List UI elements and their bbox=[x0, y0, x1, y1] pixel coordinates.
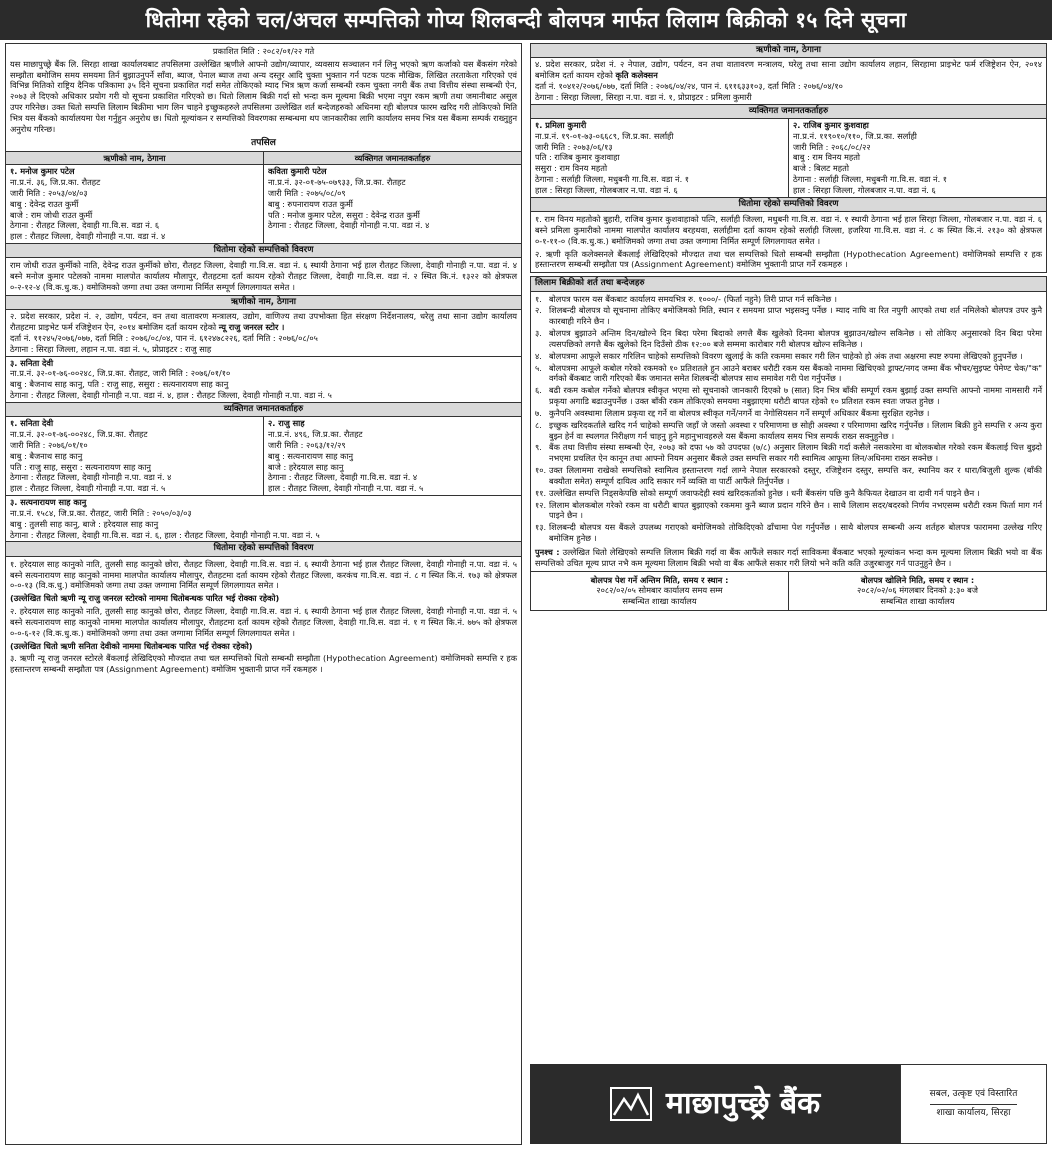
condition-text: बढी रकम कबोल गर्नेको बोलपत्र स्वीकृत भएमा सो सूचनाको जानकारी दिएको ७ (सात) दिन भित्र बाँकी सम्पूर्ण रकम बुझाई उक्त सम्पत्ति आफ्नो नाममा नामसारी गर्ने प्रकृया अगाडि बढाउनुपर्नेछ । उक्त बाँकी रकम तोकिएको समयमा नबुझाएमा धरौटी बापत रहेको १० प्रतिशत रकम स्वतः जफत हुनेछ । bbox=[549, 385, 1042, 407]
detail-line: ना.प्र.नं. ३२-०१-७६-००२४८, जि.प्र.का. रौतहट bbox=[10, 429, 148, 440]
right-top-box bbox=[530, 43, 1047, 273]
condition-item bbox=[535, 500, 1042, 522]
property-header: धितोमा रहेको सम्पत्तिको विवरण bbox=[6, 542, 521, 556]
detail-line: बाबु : रुपनारायण राउत कुर्मी bbox=[268, 198, 353, 209]
condition-number: ६. bbox=[535, 385, 542, 396]
detail-line: बाबु : बैजनाथ साह कानु bbox=[10, 450, 83, 461]
opening-datetime: २०८२/०२/०६ मंगलबार दिनको ३:३० बजे bbox=[857, 585, 978, 596]
detail-line: १. मनोज कुमार पटेल bbox=[10, 166, 75, 177]
borrower-1-details bbox=[6, 165, 263, 243]
guarantor-header: व्यक्तिगत जमानतकर्ताहरु bbox=[263, 152, 521, 165]
notice-banner-title: धितोमा रहेको चल/अचल सम्पत्तिको गोप्य शिलबन्दी बोलपत्र मार्फत लिलाम बिक्रीको १५ दिने सूचना bbox=[0, 0, 1052, 40]
firm-text: ४. प्रदेश सरकार, प्रदेश नं. २ नेपाल, उद्योग, पर्यटन, वन तथा वातावरण मन्त्रालय, घरेलु तथा साना उद्योग कार्यालय लहान, सिरहामा प्राइभेट फर्म रजिष्ट्रेशन ऐन, २०१४ बमोजिम दर्ता कायम रहेको bbox=[535, 59, 1042, 81]
guarantor-header: व्यक्तिगत जमानतकर्ताहरु bbox=[531, 105, 1046, 119]
condition-item bbox=[535, 328, 1042, 350]
firm-registration: दर्ता नं. ११२४५/२०७६/०७७, दर्ता मिति : २०७६/०८/०४, पान नं. ६१२४७८२२६, दर्ता मिति : २०७६/०८/०५ bbox=[10, 332, 318, 343]
condition-item bbox=[535, 351, 1042, 362]
bid-dates bbox=[531, 571, 1046, 610]
tapasil-heading: तपसिल bbox=[251, 137, 276, 148]
detail-line: ठेगाना : रौतहट जिल्ला, देवाही गोनाही न.पा. वडा नं. ४, हाल : रौतहट जिल्ला, देवाही गोनाही न.पा. वडा नं. ५ bbox=[10, 390, 332, 401]
property-2-1-text: १. हरेदयाल साह कानुको नाति, तुलसी साह कानुको छोरा, रौतहट जिल्ला, देवाही गा.वि.स. वडा नं. ६ स्थायी ठेगाना भई हाल रौतहट जिल्ला, देवाही गोनाही न.पा. वडा नं. ५ बस्ने सत्यनारायण साह कानुको नाममा मालपोत कार्यालय मौलापुर, रौतहटमा दर्ता कायम रहेको रौतहट जिल्ला, करकंच गा.वि.स. वडा नं. ८ ग स्थित कि.नं. १७३ को क्षेत्रफल ०-०-१३ (वि.क.धु.) वमोजिमको जग्गा तथा उक्त जग्गामा निर्मित सम्पूर्ण लिगलगायत समेत । bbox=[10, 558, 517, 591]
firm-address: ठेगाना : सिरहा जिल्ला, लहान न.पा. वडा नं. ५, प्रोप्राइटर : राजु साह bbox=[10, 343, 212, 354]
detail-line: हाल : रौतहट जिल्ला, देवाही गोनाही न.पा. वडा नं. ५ bbox=[10, 483, 166, 494]
detail-line: बाजे : हरेदयाल साह कानु bbox=[268, 461, 344, 472]
condition-item bbox=[535, 305, 1042, 327]
detail-line: जारी मिति : २०६८/०८/२२ bbox=[793, 141, 871, 152]
borrower-3-details bbox=[6, 357, 521, 403]
firm-4-details bbox=[531, 58, 1046, 104]
condition-item bbox=[535, 522, 1042, 544]
guarantor-1-details bbox=[263, 165, 521, 243]
condition-item bbox=[535, 442, 1042, 464]
detail-line: कविता कुमारी पटेल bbox=[268, 166, 327, 177]
bank-tagline: सबल, उत्कृष्ट एवं विस्तारित bbox=[930, 1089, 1018, 1105]
detail-line: हाल : सिरहा जिल्ला, गोलबजार न.पा. वडा नं. ६ bbox=[793, 184, 936, 195]
condition-number: १२. bbox=[535, 499, 547, 510]
firm-registration: दर्ता नं. १०४१२/२०७६/०७७, दर्ता मिति : २०७६/०४/२४, पान नं. ६११६३३१०३, दर्ता मिति : २०७६/०४/१० bbox=[535, 81, 843, 91]
detail-line: जारी मिति : २०७६/०१/१० bbox=[10, 439, 88, 450]
bid-submission-deadline bbox=[531, 572, 788, 610]
detail-line: ना.प्र.नं. ११९०१०/११०, जि.प्र.का. सर्लाही bbox=[793, 130, 917, 141]
borrower-header: ऋणीको नाम, ठेगाना bbox=[6, 296, 521, 310]
detail-line: पति : मनोज कुमार पटेल, ससुरा : देवेन्द्र राउत कुर्मी bbox=[268, 209, 420, 220]
detail-line: २. राजिब कुमार कुशवाहा bbox=[793, 120, 869, 130]
detail-line: जारी मिति : २०५३/०४/०३ bbox=[10, 187, 88, 198]
condition-text: इच्छुक खरिदकर्ताले खरिद गर्न चाहेको सम्पत्ति जहाँ जे जस्तो अवस्था र परिमाणमा छ सोही अवस्था र परिमाणमा खरिद गर्नुपर्नेछ । लिलाम बिक्री हुने सम्पत्ति र अन्य कुरा बुझ्न हेर्न वा स्थलगत निरीक्षण गर्न चाहनु हुने महानुभावहरुले यस बैंकमा कार्यालय समय भित्र सम्पर्क राख्न सक्नुहुनेछ । bbox=[549, 419, 1042, 441]
firm-text: २. प्रदेश सरकार, प्रदेश नं. २, उद्योग, पर्यटन, वन तथा वातावरण मन्त्रालय, उद्योग, वाणिज्य तथा उपभोक्ता हित संरक्षण निर्देशनालय, धरेलु तथा साना उद्योग कार्यालय रौतहटमा प्राइभेट फर्म रजिष्ट्रेशन ऐन, २०१४ बमोजिम दर्ता कायम रहेको bbox=[10, 311, 517, 333]
condition-number: ७. bbox=[535, 407, 542, 418]
detail-line: पति : राजु साह, ससुरा : सत्यनारायण साह कानु bbox=[10, 461, 151, 472]
block1-parties bbox=[6, 165, 521, 244]
property-2-3-text: ३. ऋणी न्यू राजु जनरल स्टोरले बैंकलाई लेखिदिएको मौज्दात तथा चल सम्पत्तिको धितो सम्बन्धी सम्झौता (Hypothecation Agreement) वमोजिमको सम्पत्ति र हक हस्तान्तरण सम्बन्धी सम्झौता पत्र (Assignment Agreement) वमोजिम भुक्तानी प्राप्त गर्ने रकमहरु । bbox=[10, 653, 517, 675]
condition-item bbox=[535, 488, 1042, 499]
condition-text: बोलपत्रमा आफूले सकार गरिलिन चाहेको सम्पत्तिको विवरण खुलाई के कति रकममा सकार गरी लिन चाहेको हो अंक तथा अक्षरमा स्पष्ट रुपमा लेखिएको हुनुपर्नेछ । bbox=[549, 350, 1023, 361]
punascha-label: पुनश्च : bbox=[535, 546, 560, 557]
detail-line: हाल : रौतहट जिल्ला, देवाही गोनाही न.पा. वडा नं. ४ bbox=[10, 231, 166, 242]
property-4-2-text: २. ऋणी कृति कलेक्सनले बैंकलाई लेखिदिएको मौज्दात तथा चल सम्पत्तिको धितो सम्बन्धी सम्झौता (Hypothecation Agreement) वमोजिमको सम्पत्ति र हक हस्तान्तरण सम्बन्धी सम्झौता पत्र (Assignment Agreement) वमोजिम भुक्तानी प्राप्त गर्ने रकमहरु । bbox=[535, 248, 1042, 270]
bank-footer bbox=[530, 1064, 1047, 1144]
deadline-title: बोलपत्र पेश गर्ने अन्तिम मिति, समय र स्थान : bbox=[590, 574, 729, 585]
right-column bbox=[530, 43, 1047, 1061]
condition-number: ३. bbox=[535, 328, 542, 339]
condition-item bbox=[535, 294, 1042, 305]
detail-line: १. सनिता देवी bbox=[10, 418, 54, 429]
bank-name: माछापुच्छ्रे बैंक bbox=[665, 1086, 821, 1122]
condition-item bbox=[535, 465, 1042, 487]
detail-line: बाबु : देवेन्द्र राउत कुर्मी bbox=[10, 198, 79, 209]
condition-text: उक्त लिलाममा राखेको सम्पत्तिको स्वामित्व हस्तान्तरण गर्दा लाग्ने नेपाल सरकारको दस्तुर, रजिष्ट्रेशन दस्तुर, सम्पत्ति कर, स्थानिय कर र धारा/बिजुली शुल्क (बाँकी बक्यौता समेत) सम्पूर्ण दायित्व आदि सकार गर्ने व्यक्ति वा पार्टी आफैंले तिर्नुपर्नेछ । bbox=[549, 465, 1042, 486]
deadline-place: सम्बन्धित शाखा कार्यालय bbox=[622, 596, 697, 607]
firm-2-details bbox=[6, 310, 521, 356]
condition-number: १३. bbox=[535, 522, 547, 533]
detail-line: ना.प्र.नं. ३२-०१-७५-०७९३३, जि.प्र.का. रौतहट bbox=[268, 177, 406, 188]
guarantor-4-1-details bbox=[531, 119, 788, 197]
detail-line: ठेगाना : रौतहट जिल्ला, देवाही गोनाही न.पा. वडा नं. ४ bbox=[10, 472, 172, 483]
detail-line: ठेगाना : रौतहट जिल्ला, देवाही गा.वि.स. वडा नं. ४ bbox=[268, 472, 418, 483]
detail-line: ठेगाना : रौतहट जिल्ला, देवाही गा.वि.स. वडा नं. ६ bbox=[10, 220, 160, 231]
bid-opening-date bbox=[788, 572, 1046, 610]
left-column bbox=[5, 43, 522, 1145]
property-note: (उल्लेखित धितो ऋणी न्यू राजु जनरल स्टोरको नाममा धितोबन्धक पारित भई रोक्का रहेको) bbox=[10, 593, 280, 604]
condition-text: कुनैपनि अवस्थामा लिलाम प्रकृया रद्द गर्ने वा बोलपत्र स्वीकृत गर्ने/नगर्ने वा नेगोसियसन गर्ने सम्पूर्ण अधिकार बैंकमा सुरक्षित रहनेछ । bbox=[549, 407, 930, 418]
punascha-note bbox=[531, 547, 1046, 571]
borrower-header: ऋणीको नाम, ठेगाना bbox=[103, 152, 166, 163]
guarantor-2-2-details bbox=[263, 417, 521, 495]
conditions-box bbox=[530, 276, 1047, 611]
detail-line: ३. सनिता देवी bbox=[10, 357, 54, 368]
detail-line: बाबु : सत्यनारायण साह कानु bbox=[268, 450, 354, 461]
property-note: (उल्लेखित धितो ऋणी सनिता देवीको नाममा धितोबन्धक पारित भई रोक्का रहेको) bbox=[10, 640, 253, 651]
opening-title: बोलपत्र खोलिने मिति, समय र स्थान : bbox=[860, 574, 975, 585]
detail-line: ३. सत्यनारायण साह कानु bbox=[10, 497, 87, 508]
published-date: प्रकाशित मिति : २०८२/०१/२२ गते bbox=[212, 46, 315, 56]
condition-text: शिलबन्दी बोलपत्र यो सूचनामा तोकिए बमोजिमको मिति, स्थान र समयमा प्राप्त भइसक्नु पर्नेछ । म्याद नाघि वा रित नपुगी आएको तथा शर्त नमिलेको बोलपत्र उपर कुनै कारबाही गरिने छैन । bbox=[549, 305, 1042, 327]
property-header: धितोमा रहेको सम्पत्तिको विवरण bbox=[6, 244, 521, 258]
borrower-header: ऋणीको नाम, ठेगाना bbox=[531, 44, 1046, 58]
intro-paragraph: यस माछापुच्छ्रे बैंक लि. सिरहा शाखा कार्यालयबाट तपसिलमा उल्लेखित ऋणीले आफ्नो उद्योग/व्यापार, व्यवसाय सञ्चालन गर्न लिनु भएको ऋण कर्जाको यस बैंकसंग गरेको सम्झौता बमोजिम समय समयमा तिर्न बुझाउनुपर्ने साँवा, ब्याज, पेनाल ब्याज तथा अन्य दस्तुर आदि चुक्ता भुक्तान गर्न पटक पटक मौखिक, लिखित तरताकेता गरिएको एवं विभिन्न मितिको राष्ट्रिय दैनिक पत्रिकामा ३५ दिने सूचना प्रकाशित गर्दा समेत तोकिएको म्याद भित्र ऋण कर्जा सम्बन्धी रकम चुक्ता नगरी बैंक तथा वित्तीय संस्था सम्बन्धी ऐन, २०७३ ले दिएको अधिकार प्रयोग गरी यो सूचना प्रकाशित गरिएको छ। धितो लिलाम बिक्री गर्दा सो भन्दा कम मूल्यमा बिक्री भएमा नपुग रकम ऋणी तथा जमानीबाट असुल उपर गरिनेछ। उक्त धितो सम्पत्ति लिलाम बिक्रीमा भाग लिन चाहने इच्छुकहरुले तपसिलमा उल्लेखित शर्त बन्देजहरुको अधिनमा रही बोलपत्र फारम खरिद गरी तोकिएको मिति भित्र यस बैंकको कार्यालयमा पेश गर्नुहुन अनुरोध छ। धितो मूल्यांकन र सम्पत्तिको विवरणका सम्बन्धमा थप जानकारीका लागि कार्यालय समय भित्र यस बैंकमा सम्पर्क राख्नुहुन अनुरोध गरिन्छ। bbox=[10, 58, 517, 134]
detail-line: ठेगाना : सर्लाही जिल्ला, मधुबनी गा.वि.स. वडा नं. १ bbox=[793, 174, 948, 185]
condition-text: लिलाम बोलकबोल गरेको रकम वा धरौटी बापत बुझाएको रकममा कुनै ब्याज प्रदान गरिने छैन । साथै लिलाम सदर/बदरको निर्णय नभएसम्म धरौटी रकम फिर्ता माग गर्न पाइने छैन । bbox=[549, 499, 1042, 521]
property-1-text: राम जोधी राउत कुर्मीको नाति, देवेन्द्र राउत कुर्मीको छोरा, रौतहट जिल्ला, देवाही गा.वि.स. वडा नं. ६ स्थायी ठेगाना भई हाल रौतहट जिल्ला, देवाही गोनाही न.पा. वडा नं. ४ बस्ने मनोज कुमार पटेलको नाममा मालपोत कार्यालय मौलापुर, रौतहटमा दर्ता कायम रहेको रौतहट जिल्ला, देवाही गा.वि.स. वडा नं. २ स्थित कि.नं. १३२२ को क्षेत्रफल ०-२-१२-४ (वि.क.धु.क.) वमोजिमको जग्गा तथा उक्त जग्गामा निर्मित सम्पूर्ण लिगलगायत समेत । bbox=[6, 258, 521, 295]
deadline-datetime: २०८२/०२/०५ सोमबार कार्यालय समय सम्म bbox=[596, 585, 723, 596]
condition-number: ८. bbox=[535, 419, 542, 430]
condition-number: ४. bbox=[535, 350, 542, 361]
guarantor-header: व्यक्तिगत जमानतकर्ताहरु bbox=[6, 403, 521, 417]
condition-number: १. bbox=[535, 293, 542, 304]
detail-line: २. राजु साह bbox=[268, 418, 305, 429]
detail-line: जारी मिति : २०७३/०६/१३ bbox=[535, 141, 613, 152]
condition-text: उल्लेखित सम्पत्ति निड्सकेपछि सोको सम्पूर्ण जवाफदेही स्वयं खरिदकर्ताको हुनेछ । धनी बैंकसंग पछि कुनै कैफियत देखाउन वा दावी गर्न पाइने छैन । bbox=[549, 487, 980, 498]
detail-line: बाबु : बैजनाथ साह कानु, पति : राजु साह, ससुरा : सत्यनारायण साह कानु bbox=[10, 379, 229, 390]
mountain-logo-icon bbox=[610, 1087, 652, 1121]
condition-item bbox=[535, 385, 1042, 407]
detail-line: बाजे : बिलट महतो bbox=[793, 163, 849, 174]
detail-line: जारी मिति : २०६३/१२/२९ bbox=[268, 439, 346, 450]
detail-line: ठेगाना : रौतहट जिल्ला, देवाही गोनाही न.पा. वडा नं. ४ bbox=[268, 220, 430, 231]
detail-line: बाजे : राम जोधी राउत कुर्मी bbox=[10, 209, 93, 220]
condition-number: ११. bbox=[535, 487, 547, 498]
detail-line: ना.प्र.नं. ३२-०१-७६-००२४८, जि.प्र.का. रौतहट, जारी मिति : २०७६/०१/१० bbox=[10, 368, 231, 379]
branch-office: शाखा कार्यालय, सिरहा bbox=[936, 1107, 1011, 1118]
branch-info bbox=[900, 1064, 1047, 1144]
detail-line: १. प्रमिला कुमारी bbox=[535, 120, 587, 130]
opening-place: सम्बन्धित शाखा कार्यालय bbox=[880, 596, 955, 607]
detail-line: बाबु : तुलसी साह कानु, बाजे : हरेदयाल साह कानु bbox=[10, 518, 159, 529]
detail-line: ना.प्र.नं. ३६, जि.प्र.का. रौतहट bbox=[10, 177, 101, 188]
block1-header-row bbox=[6, 151, 521, 166]
property-header: धितोमा रहेको सम्पत्तिको विवरण bbox=[531, 198, 1046, 212]
firm-name: न्यू राजु जनरल स्टोर । bbox=[218, 322, 285, 333]
condition-item bbox=[535, 408, 1042, 419]
condition-text: बोलपत्रमा आफूले कबोल गरेको रकमको १० प्रतिशतले हुन आउने बराबर धरौटी रकम यस बैंकको नाममा खिचिएको ड्राफ्ट/नगद जम्मा बैंक भौचर/सुइफ्ट पेमेण्ट चेक/"क" वर्गको बैंकबाट जारी गरिएको बैंक जमानत समेत शिलबन्दी बोलपत्र साथ समावेश गरी पेश गर्नुपर्नेछ । bbox=[549, 362, 1042, 384]
detail-line: ना.प्र.नं. १५८४, जि.प्र.का. रौतहट, जारी मिति : २०५०/०३/०३ bbox=[10, 507, 192, 518]
block2-guarantors bbox=[6, 417, 521, 496]
condition-item bbox=[535, 363, 1042, 385]
detail-line: ना.प्र.नं. १९-०१-७३-०६६८९, जि.प्र.का. सर्लाही bbox=[535, 130, 674, 141]
condition-number: २. bbox=[535, 305, 542, 316]
firm-address: ठेगाना : सिरहा जिल्ला, सिरहा न.पा. वडा नं. १, प्रोप्राइटर : प्रमिला कुमारी bbox=[535, 91, 752, 102]
guarantor-2-3-details bbox=[6, 496, 521, 542]
firm-name: कृति कलेक्सन bbox=[615, 70, 658, 81]
right-guarantors bbox=[531, 119, 1046, 198]
conditions-header: लिलाम बिक्रीको शर्त तथा बन्देजहरु bbox=[531, 277, 1046, 291]
conditions-list bbox=[531, 292, 1046, 547]
condition-item bbox=[535, 420, 1042, 442]
guarantor-4-2-details bbox=[788, 119, 1046, 197]
detail-line: ठेगाना : सर्लाही जिल्ला, मधुबनी गा.वि.स. वडा नं. १ bbox=[535, 174, 690, 185]
detail-line: ठेगाना : रौतहट जिल्ला, देवाही गा.वि.स. वडा नं. ६, हाल : रौतहट जिल्ला, देवाही गोनाही न.पा. वडा नं. ५ bbox=[10, 529, 320, 540]
property-2-2-text: २. हरेदयाल साह कानुको नाति, तुलसी साह कानुको छोरा, रौतहट जिल्ला, देवाही गा.वि.स. वडा नं. ६ स्थायी ठेगाना भई हाल रौतहट जिल्ला, देवाही गोनाही न.पा. वडा नं. ५ बस्ने सत्यनारायण साह कानुको नाममा मालपोत कार्यालय मौलापुर, रौतहटमा दर्ता कायम रहेको रौतहट जिल्ला, देवाही गा.वि.स. वडा नं. १ ग स्थित कि.नं. ७७५ को क्षेत्रफल ०-०-६-१२ (वि.क.धु.क.) वमोजिमको जग्गा तथा उक्त जग्गामा निर्मित सम्पूर्ण लिगलगायत समेत । bbox=[10, 606, 517, 638]
condition-number: १०. bbox=[535, 465, 547, 476]
bank-brand bbox=[530, 1064, 900, 1144]
detail-line: हाल : रौतहट जिल्ला, देवाही गोनाही न.पा. वडा नं. ५ bbox=[268, 483, 424, 494]
detail-line: पति : राजिब कुमार कुशवाहा bbox=[535, 152, 620, 163]
condition-number: ५. bbox=[535, 362, 542, 373]
condition-text: बोलपत्र फारम यस बैंकबाट कार्यालय समयभित्र रु. १०००/- (फिर्ता नहुने) तिरी प्राप्त गर्न सकिनेछ । bbox=[549, 293, 837, 304]
condition-text: बोलपत्र बुझाउने अन्तिम दिन/खोल्ने दिन बिदा परेमा बिदाको लगत्तै बैंक खुलेको दिनमा बोलपत्र बुझाउन/खोल्न सकिनेछ । सो तोकिए अनुसारको दिन बिदा परेमा त्यसपछिको लगत्तै बैंक खुलेको दिन दिउँसो ठीक १२:०० बजे सम्ममा कारोबार गरी बोलपत्र खोल्न सकिनेछ । bbox=[549, 328, 1042, 349]
condition-number: ९. bbox=[535, 442, 542, 453]
guarantor-2-1-details bbox=[6, 417, 263, 495]
detail-line: जारी मिति : २०७५/०८/०९ bbox=[268, 187, 346, 198]
detail-line: ना.प्र.नं. ४९६, जि.प्र.का. रौतहट bbox=[268, 429, 363, 440]
property-4-1-text: १. राम विनय महतोको बुहारी, राजिब कुमार कुशवाहाको पत्नि, सर्लाही जिल्ला, मधुबनी गा.वि.स. वडा नं. १ स्थायी ठेगाना भई हाल सिरहा जिल्ला, गोलबजार न.पा. वडा नं. ६ बस्ने प्रमिला कुमारीको नाममा मालपोत कार्यालय बरहथवा, सर्लाहीमा दर्ता कायम रहेको सर्लाही जिल्ला, हजरिया गा.वि.स. वडा नं. ८ क स्थित कि.नं. २१३० को क्षेत्रफल ०-१-११-० (वि.क.धु.क.) बमोजिमको जग्गा तथा उक्त जग्गामा निर्मित सम्पूर्ण लिगलगायत समेत । bbox=[535, 214, 1042, 246]
condition-text: शिलबन्दी बोलपत्र यस बैंकले उपलब्ध गराएको बमोजिमको तोकिदिएको ढाँचामा पेश गर्नुपर्नेछ । साथै बोलपत्र सम्बन्धी अन्य शर्तहरु बोलपत्र फाराममा उल्लेख गरिए बमोजिम हुनेछ । bbox=[549, 522, 1042, 544]
detail-line: बाबु : राम विनय महतो bbox=[793, 152, 861, 163]
detail-line: ससुरा : राम विनय महतो bbox=[535, 163, 608, 174]
detail-line: हाल : सिरहा जिल्ला, गोलबजार न.पा. वडा नं. ६ bbox=[535, 184, 678, 195]
punascha-text: उल्लेखित धितो लेखिएको सम्पत्ति लिलाम बिक्री गर्दा वा बैंक आफैंले सकार गर्दा साविकमा बैंकबाट भएको मूल्यांकन भन्दा कम मूल्यमा लिलाम बिक्री भयो वा बैंक सम्पत्तिको उचित मूल्य प्राप्त नभै कम मूल्यमा लिलाम बिक्री भयो वा बैंक आफैंले सकार गरी लियो भने कति कति उजुरबाजुर गर्न पाउनुहुने छैन । bbox=[535, 546, 1042, 568]
condition-text: बैंक तथा वित्तीय संस्था सम्बन्धी ऐन, २०७३ को दफा ५७ को उपदफा (७/८) अनुसार लिलाम बिक्री गर्दा कसैले नसकारेमा वा बोलकबोल गरेको रकम बैंकलाई चित्त बुझ्दो नभएमा प्रचलित ऐन कानून तथा आफ्नो नियम अनुसार बैंकले उक्त सम्पत्ति सकार गरी स्वामित्व आफूमा लिन/अधिनमा राख्न सक्नेछ । bbox=[549, 442, 1042, 464]
